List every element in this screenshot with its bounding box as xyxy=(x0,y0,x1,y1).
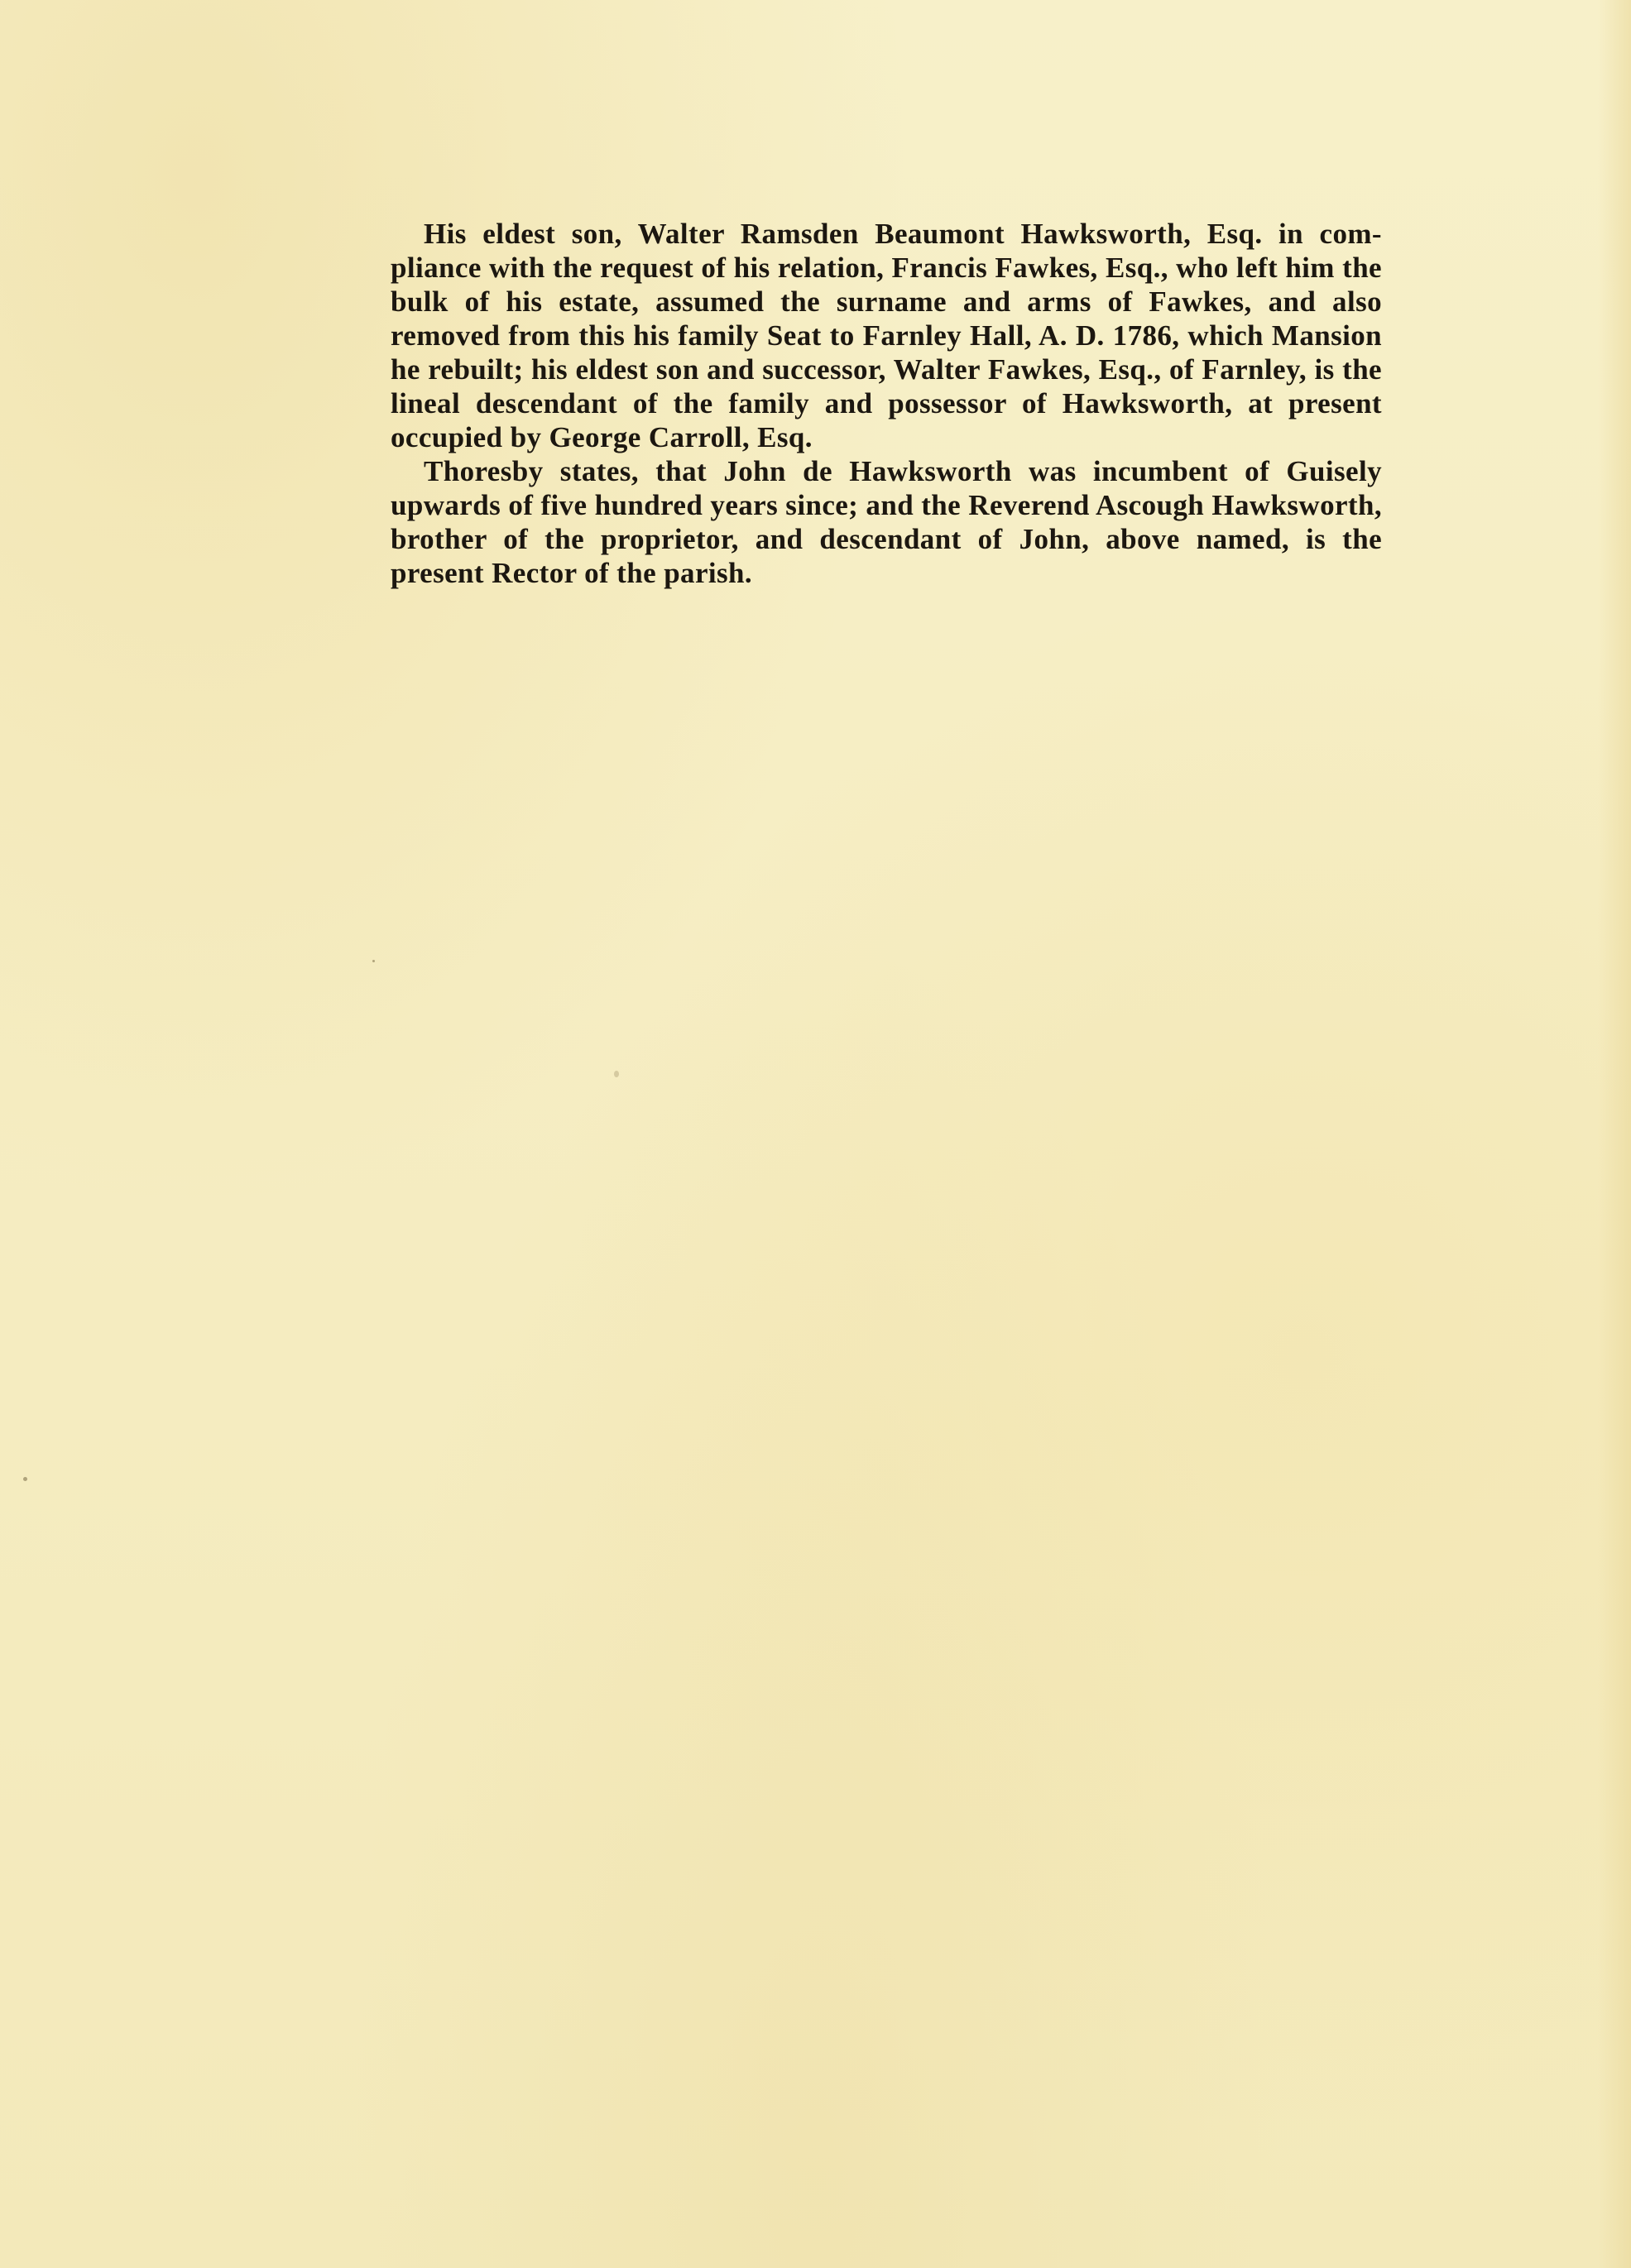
page-edge-shadow xyxy=(1598,0,1631,2268)
ink-speck xyxy=(614,1071,619,1077)
paragraph-thoresby-account: Thoresby states, that John de Hawksworth was incumbent of Guisely upwards of five hundred years since; and the Reverend Ascough Hawksworth, brother of the proprietor, and descendant of John, above named, is the present Rector of the parish. xyxy=(391,455,1382,589)
ink-speck xyxy=(372,960,375,962)
paragraph-hawksworth-succession: His eldest son, Walter Ramsden Beaumont Hawksworth, Esq. in com-pliance with the request of his relation, Francis Fawkes, Esq., who left him the bulk of his estate, assumed the surname and arms of Fawkes, and also removed from this his family Seat to Farnley Hall, A. D. 1786, which Mansion he rebuilt; his eldest son and successor, Walter Fawkes, Esq., of Farnley, is the lineal descendant of the family and possessor of Hawksworth, at present occupied by George Carroll, Esq. xyxy=(391,218,1382,453)
ink-speck xyxy=(23,1477,27,1481)
body-text xyxy=(391,217,1382,590)
